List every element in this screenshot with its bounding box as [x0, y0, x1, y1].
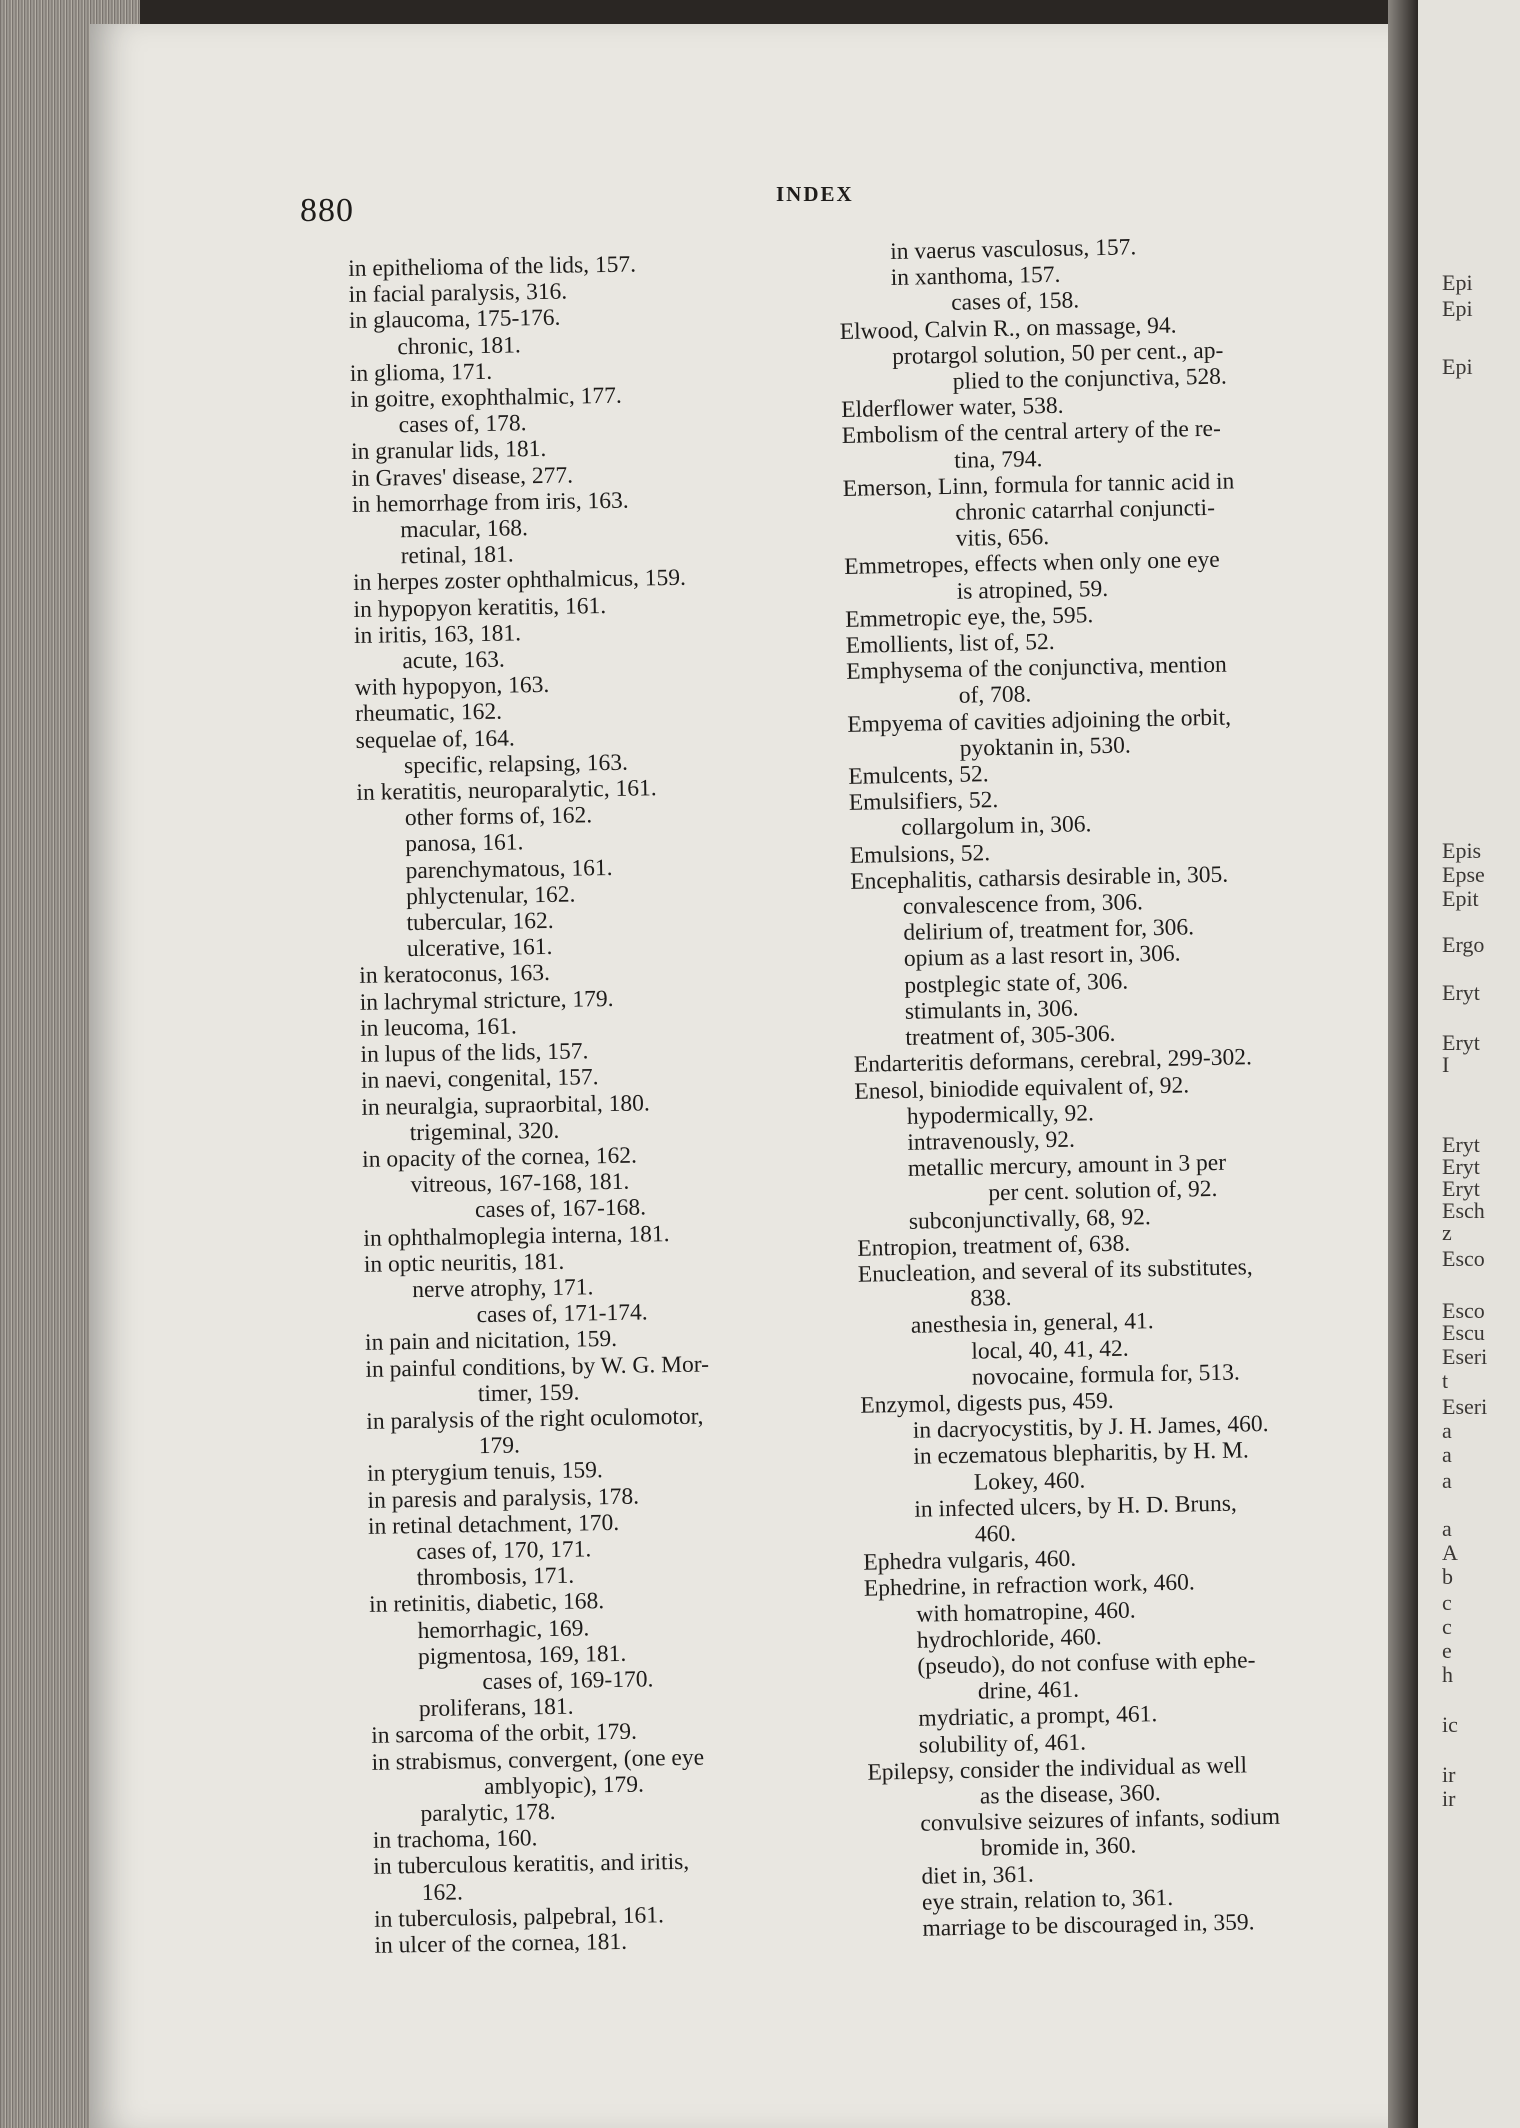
index-entry: Embolism of the central artery of the re- [841, 416, 1222, 450]
index-entry: Emerson, Linn, formula for tannic acid in [842, 468, 1235, 502]
index-entry: in lachrymal stricture, 179. [359, 985, 614, 1016]
index-entry: in sarcoma of the orbit, 179. [371, 1719, 638, 1750]
facing-page-fragment: a [1442, 1418, 1452, 1443]
facing-page-fragment: a [1442, 1442, 1452, 1467]
index-entry: Endarteritis deformans, cerebral, 299-302. [853, 1044, 1253, 1079]
index-entry: thrombosis, 171. [416, 1562, 575, 1592]
facing-page-fragment: A [1442, 1540, 1458, 1565]
index-entry: trigeminal, 320. [409, 1117, 560, 1146]
index-entry: with homatropine, 460. [916, 1597, 1136, 1628]
facing-page-fragment: c [1442, 1614, 1452, 1639]
index-entry: ulcerative, 161. [406, 934, 553, 963]
index-entry: pigmentosa, 169, 181. [417, 1640, 627, 1670]
index-entry: cases of, 178. [398, 410, 527, 439]
index-entry: in granular lids, 181. [350, 436, 547, 466]
index-entry: 162. [421, 1878, 464, 1906]
facing-page-fragment: Epis [1442, 838, 1482, 863]
facing-page-fragment: b [1442, 1564, 1453, 1589]
index-entry: in pterygium tenuis, 159. [366, 1457, 603, 1488]
facing-page-fragment: h [1442, 1662, 1453, 1687]
index-entry: in ophthalmoplegia interna, 181. [363, 1220, 670, 1252]
index-entry: proliferans, 181. [418, 1693, 574, 1723]
facing-page-fragment: Esch [1442, 1198, 1485, 1223]
index-entry: 460. [974, 1520, 1017, 1548]
index-entry: cases of, 170, 171. [416, 1536, 592, 1566]
index-entry: hypodermically, 92. [906, 1099, 1095, 1130]
index-entry: in hypopyon keratitis, 161. [353, 592, 607, 623]
index-entry: Entropion, treatment of, 638. [857, 1230, 1131, 1262]
facing-page-fragment: Eryt [1442, 1030, 1480, 1055]
index-entry: stimulants in, 306. [904, 995, 1079, 1025]
index-entry: parenchymatous, 161. [405, 854, 613, 884]
index-entry: postplegic state of, 306. [904, 968, 1129, 999]
facing-page-fragment: c [1442, 1590, 1452, 1615]
index-entry: protargol solution, 50 per cent., ap- [892, 337, 1224, 370]
index-entry: local, 40, 41, 42. [971, 1335, 1129, 1365]
index-entry: intravenously, 92. [907, 1126, 1076, 1156]
index-entry: convulsive seizures of infants, sodium [920, 1803, 1281, 1837]
index-entry: mydriatic, a prompt, 461. [918, 1701, 1158, 1733]
index-entry: in trachoma, 160. [372, 1825, 538, 1854]
facing-page-fragment: Eseri [1442, 1394, 1488, 1419]
index-entry: diet in, 361. [921, 1861, 1034, 1890]
facing-page-fragment: Epi [1442, 354, 1473, 379]
index-entry: Enucleation, and several of its substitutes, [857, 1254, 1253, 1288]
index-entry: in naevi, congenital, 157. [360, 1064, 599, 1095]
index-entry: macular, 168. [400, 515, 529, 544]
index-entry: acute, 163. [402, 646, 506, 675]
index-entry: in glaucoma, 175-176. [348, 305, 561, 335]
index-entry: per cent. solution of, 92. [988, 1176, 1218, 1207]
index-entry: phlyctenular, 162. [405, 881, 576, 911]
facing-page-fragment: ir [1442, 1786, 1456, 1811]
index-entry: in paresis and paralysis, 178. [367, 1483, 640, 1514]
index-entry: in opacity of the cornea, 162. [361, 1142, 638, 1173]
facing-page-fragment: ic [1442, 1712, 1458, 1737]
index-entry: hydrochloride, 460. [916, 1623, 1102, 1654]
facing-page-fragment: e [1442, 1638, 1452, 1663]
index-entry: cases of, 171-174. [476, 1299, 648, 1329]
index-entry: in facial paralysis, 316. [348, 278, 568, 309]
index-entry: bromide in, 360. [980, 1832, 1137, 1862]
index-entry: rheumatic, 162. [354, 699, 503, 728]
index-entry: in optic neuritis, 181. [363, 1248, 565, 1278]
index-entry: in tuberculosis, palpebral, 161. [373, 1902, 665, 1933]
facing-page-fragment: z [1442, 1220, 1452, 1245]
index-entry: in vaerus vasculosus, 157. [889, 234, 1137, 265]
index-entry: chronic, 181. [397, 331, 521, 360]
index-entry: with hypopyon, 163. [354, 672, 550, 702]
index-entry: sequelae of, 164. [355, 725, 516, 754]
index-entry: Enzymol, digests pus, 459. [860, 1387, 1114, 1419]
index-entry: in infected ulcers, by H. D. Bruns, [914, 1490, 1237, 1523]
left-index-column [348, 248, 875, 1959]
index-entry: as the disease, 360. [979, 1780, 1161, 1810]
index-entry: drine, 461. [977, 1676, 1080, 1705]
index-entry: in xanthoma, 157. [890, 261, 1061, 292]
index-entry: in keratitis, neuroparalytic, 161. [356, 775, 657, 806]
index-entry: subconjunctivally, 68, 92. [908, 1203, 1151, 1235]
facing-page-fragment: a [1442, 1468, 1452, 1493]
facing-page-fragment: t [1442, 1368, 1449, 1393]
index-entry: Emphysema of the conjunctiva, mention [846, 651, 1227, 686]
index-entry: in hemorrhage from iris, 163. [351, 487, 629, 518]
index-entry: cases of, 169-170. [482, 1666, 654, 1696]
index-entry: plied to the conjunctiva, 528. [952, 363, 1228, 395]
page-number: 880 [300, 192, 354, 229]
index-entry: delirium of, treatment for, 306. [903, 914, 1195, 947]
index-entry: nerve atrophy, 171. [412, 1274, 594, 1304]
index-entry: metallic mercury, amount in 3 per [907, 1149, 1227, 1182]
index-entry: solubility of, 461. [918, 1729, 1087, 1759]
index-entry: 838. [970, 1284, 1012, 1312]
index-entry: collargolum in, 306. [901, 811, 1092, 842]
index-entry: of, 708. [958, 681, 1032, 710]
facing-page-fragment: Eryt [1442, 1176, 1480, 1201]
index-entry: in epithelioma of the lids, 157. [348, 251, 637, 282]
facing-page-fragment: Esco [1442, 1298, 1485, 1323]
index-entry: (pseudo), do not confuse with ephe- [917, 1647, 1256, 1680]
index-entry: Emulsions, 52. [849, 839, 991, 869]
facing-page-fragment: Epi [1442, 296, 1473, 321]
index-entry: in tuberculous keratitis, and iritis, [373, 1849, 690, 1881]
index-entry: treatment of, 305-306. [905, 1020, 1116, 1051]
index-entry: in leucoma, 161. [359, 1013, 517, 1042]
index-entry: Elwood, Calvin R., on massage, 94. [839, 312, 1177, 345]
index-entry: specific, relapsing, 163. [403, 749, 629, 780]
index-entry: tina, 794. [954, 445, 1043, 474]
index-entry: 179. [478, 1432, 521, 1460]
index-entry: paralytic, 178. [420, 1798, 556, 1828]
index-entry: Emmetropes, effects when only one eye [844, 547, 1220, 581]
index-entry: Ephedrine, in refraction work, 460. [863, 1569, 1195, 1603]
index-entry: in paralysis of the right oculomotor, [366, 1403, 704, 1435]
facing-page-fragment: Eryt [1442, 980, 1480, 1005]
facing-page-fragment: ir [1442, 1762, 1456, 1787]
right-index-column [838, 230, 1411, 1943]
index-entry: in neuralgia, supraorbital, 180. [361, 1089, 650, 1121]
book-gutter [1388, 0, 1418, 2128]
index-entry: Empyema of cavities adjoining the orbit, [847, 704, 1232, 738]
index-entry: retinal, 181. [400, 541, 514, 570]
index-entry: vitis, 656. [955, 524, 1050, 553]
index-entry: in ulcer of the cornea, 181. [374, 1928, 628, 1959]
index-entry: timer, 159. [477, 1379, 580, 1407]
index-entry: Emollients, list of, 52. [845, 628, 1055, 659]
index-entry: amblyopic), 179. [483, 1771, 645, 1800]
index-entry: in iritis, 163, 181. [353, 620, 522, 649]
index-entry: convalescence from, 306. [902, 889, 1144, 920]
index-entry: in keratoconus, 163. [359, 960, 551, 990]
index-entry: in glioma, 171. [349, 358, 493, 387]
index-entry: in strabismus, convergent, (one eye [371, 1744, 705, 1776]
index-entry: novocaine, formula for, 513. [971, 1359, 1240, 1391]
facing-page-fragment: Ergo [1442, 932, 1485, 957]
index-entry: is atropined, 59. [956, 575, 1109, 605]
facing-page-fragment: Eryt [1442, 1154, 1480, 1179]
running-head: INDEX [776, 182, 854, 206]
facing-page-fragment: Eseri [1442, 1344, 1488, 1369]
index-entry: marriage to be discouraged in, 359. [922, 1909, 1255, 1942]
facing-page-fragment: a [1442, 1516, 1452, 1541]
index-entry: tubercular, 162. [406, 907, 554, 937]
index-entry: in lupus of the lids, 157. [360, 1038, 589, 1068]
index-entry: in eczematous blepharitis, by H. M. [913, 1437, 1250, 1471]
index-entry: Ephedra vulgaris, 460. [863, 1545, 1077, 1576]
index-entry: vitreous, 167-168, 181. [410, 1168, 630, 1199]
index-entry: chronic catarrhal conjuncti- [955, 494, 1216, 526]
index-entry: Epilepsy, consider the individual as well [867, 1752, 1248, 1786]
index-entry: Emulsifiers, 52. [848, 787, 999, 817]
index-entry: cases of, 158. [950, 287, 1080, 317]
facing-page-fragment: Epse [1442, 862, 1485, 887]
index-entry: Emulcents, 52. [848, 761, 989, 790]
index-entry: cases of, 167-168. [474, 1194, 647, 1224]
index-entry: Elderflower water, 538. [841, 392, 1064, 424]
index-entry: Lokey, 460. [973, 1467, 1086, 1496]
index-entry: in dacryocystitis, by J. H. James, 460. [912, 1411, 1269, 1444]
index-entry: hemorrhagic, 169. [417, 1614, 590, 1644]
index-entry: anesthesia in, general, 41. [910, 1308, 1154, 1340]
index-entry: Encephalitis, catharsis desirable in, 305. [850, 861, 1229, 895]
facing-page-fragment: Epit [1442, 886, 1479, 911]
facing-page-fragment: I [1442, 1052, 1450, 1077]
facing-page [1418, 0, 1520, 2128]
index-entry: in painful conditions, by W. G. Mor- [365, 1350, 710, 1383]
index-entry: opium as a last resort in, 306. [903, 941, 1181, 973]
index-entry: eye strain, relation to, 361. [921, 1884, 1174, 1916]
index-entry: panosa, 161. [405, 829, 524, 858]
index-entry: in goitre, exophthalmic, 177. [350, 382, 622, 413]
facing-page-fragment: Epi [1442, 270, 1473, 295]
index-entry: in retinal detachment, 170. [367, 1509, 620, 1540]
index-entry: pyoktanin in, 530. [959, 732, 1132, 762]
index-entry: in retinitis, diabetic, 168. [368, 1588, 605, 1619]
index-entry: Enesol, biniodide equivalent of, 92. [854, 1071, 1190, 1105]
facing-page-fragment: Esco [1442, 1246, 1485, 1271]
index-entry: in herpes zoster ophthalmicus, 159. [352, 565, 687, 597]
index-entry: in Graves' disease, 277. [351, 462, 574, 492]
index-entry: other forms of, 162. [404, 802, 593, 832]
index-entry: in pain and nicitation, 159. [364, 1326, 618, 1357]
index-entry: Emmetropic eye, the, 595. [845, 602, 1094, 633]
facing-page-fragment: Eryt [1442, 1132, 1480, 1157]
facing-page-fragment: Escu [1442, 1320, 1485, 1345]
